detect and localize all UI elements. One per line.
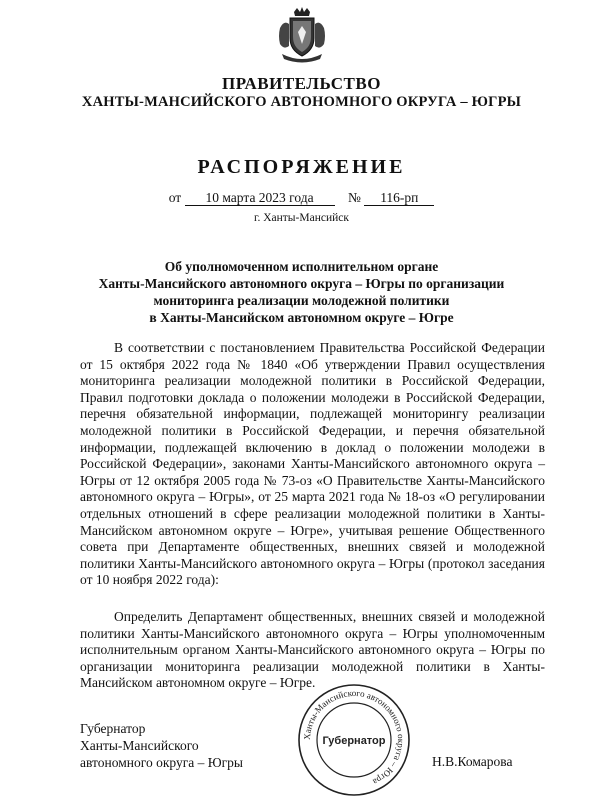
decision-paragraph: Определить Департамент общественных, внешних связей и молодежной политики Ханты-Мансийского автономного округа – Югры уполномоченным исполнительным органом Ханты-Мансийского автономного округа – Югры по организации мониторинга реализации молодежной политики в Ханты-Мансийском автономном округе – Югре. [80, 609, 545, 691]
date-prefix: от [168, 190, 182, 205]
number-prefix: № [348, 190, 361, 205]
official-stamp [296, 682, 412, 798]
position-line: автономного округа – Югры [80, 755, 243, 770]
signatory-name: Н.В.Комарова [432, 754, 513, 769]
document-title [60, 258, 543, 326]
title-line: Ханты-Мансийского автономного округа – Югры по организации [98, 276, 505, 291]
position-line: Губернатор [80, 721, 146, 736]
title-line: мониторинга реализации молодежной политики [153, 293, 450, 308]
stamp-ring-text: Ханты-Мансийского автономного округа – Югра [301, 687, 407, 788]
signatory-position [80, 720, 243, 771]
position-line: Ханты-Мансийского [80, 738, 199, 753]
preamble-paragraph: В соответствии с постановлением Правительства Российской Федерации от 15 октября 2022 года № 1840 «Об утверждении Правил осуществления мониторинга реализации молодежной политики в Российской Федерации, Правил подготовки доклада о положении молодежи в Российской Федерации, перечня обязательной информации, подлежащей мониторингу реализации молодежной политики в Российской Федерации, и перечня обязательной информации, подлежащей включению в доклад о положении молодежи в Российской Федерации», законами Ханты-Мансийского автономного округа – Югры от 12 октября 2005 года № 73-оз «О Правительстве Ханты-Мансийского автономного округа – Югры», от 25 марта 2021 года № 18-оз «О регулировании отдельных отношений в сфере реализации молодежной политики в Ханты-Мансийском автономном округе – Югре», учитывая решение Общественного совета при Департаменте общественных, внешних связей и молодежной политики Ханты-Мансийского автономного округа – Югры (протокол заседания от 10 ноября 2022 года): [80, 340, 545, 588]
government-title: ПРАВИТЕЛЬСТВО [222, 74, 381, 93]
title-line: Об уполномоченном исполнительном органе [164, 259, 439, 274]
stamp-center-text: Губернатор [322, 735, 386, 747]
coat-of-arms-icon [276, 6, 328, 64]
document-type: РАСПОРЯЖЕНИЕ [197, 156, 406, 178]
title-line: в Ханты-Мансийском автономном округе – Югре [149, 310, 454, 325]
date-number-line [0, 190, 603, 206]
city-line: г. Ханты-Мансийск [254, 212, 349, 224]
region-title: ХАНТЫ-МАНСИЙСКОГО АВТОНОМНОГО ОКРУГА – ЮГРЫ [81, 94, 522, 110]
document-number: 116-рп [364, 191, 434, 206]
document-date: 10 марта 2023 года [185, 191, 335, 206]
